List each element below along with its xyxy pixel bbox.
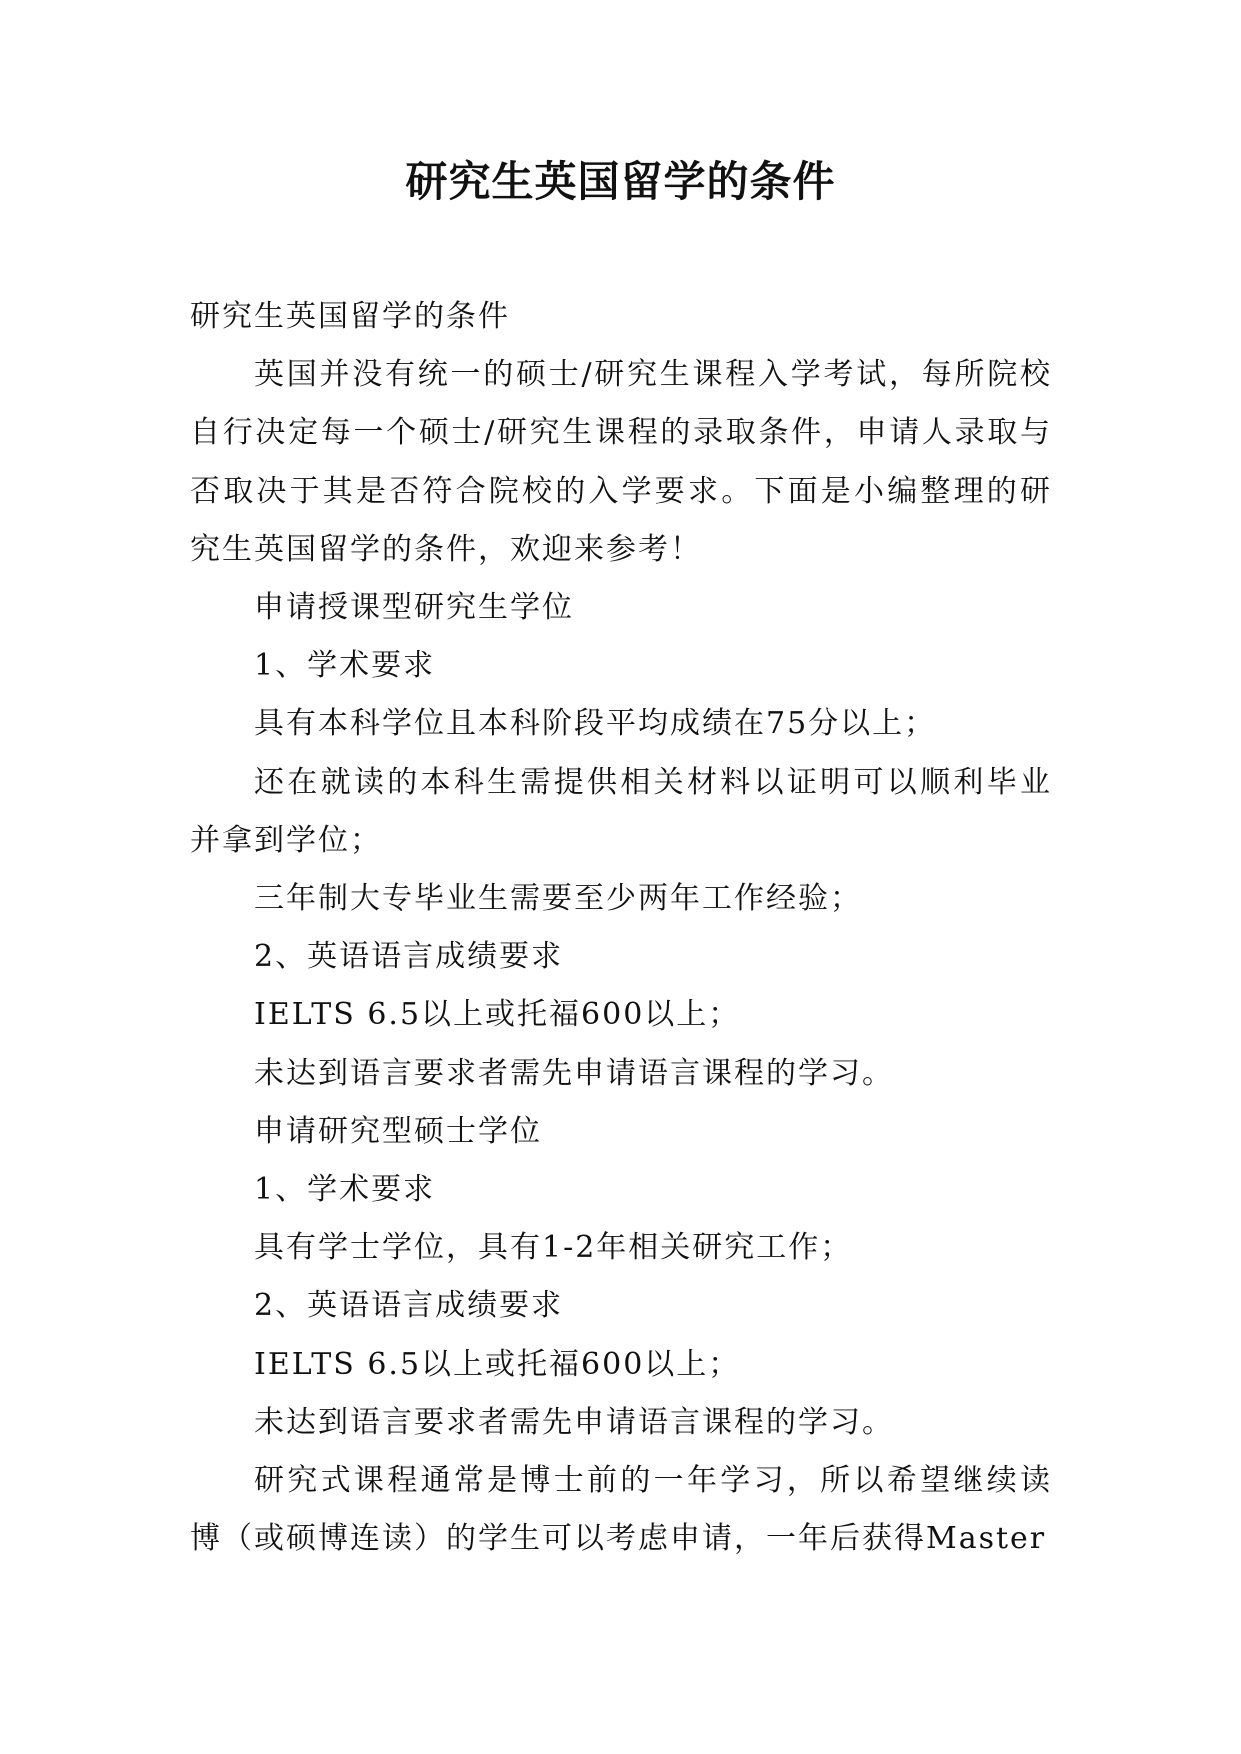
paragraph-heading: 研究生英国留学的条件 — [190, 299, 510, 334]
paragraph: 具有本科学位且本科阶段平均成绩在75分以上； — [254, 706, 937, 742]
paragraph: 未达到语言要求者需先申请语言课程的学习。 — [254, 1055, 894, 1091]
section-heading-research-master: 申请研究型硕士学位 — [254, 1113, 542, 1149]
subheading-language-requirements: 2、英语语言成绩要求 — [254, 939, 564, 975]
subheading-academic-requirements: 1、学术要求 — [254, 1172, 436, 1208]
section-heading-taught-master: 申请授课型研究生学位 — [254, 590, 574, 626]
document-title: 研究生英国留学的条件 — [405, 157, 836, 206]
paragraph: 未达到语言要求者需先申请语言课程的学习。 — [254, 1404, 894, 1440]
paragraph: 三年制大专毕业生需要至少两年工作经验； — [254, 881, 862, 917]
paragraph: IELTS 6.5以上或托福600以上； — [254, 997, 741, 1033]
document-body — [190, 288, 1052, 1568]
paragraph-intro: 英国并没有统一的硕士/研究生课程入学考试，每所院校自行决定每一个硕士/研究生课程的录取条件，申请人录取与否取决于其是否符合院校的入学要求。下面是小编整理的研究生英国留学的条件，欢迎来参考！ — [190, 357, 1052, 567]
paragraph: 研究式课程通常是博士前的一年学习，所以希望继续读博（或硕博连读）的学生可以考虑申请，一年后获得Master — [190, 1463, 1052, 1557]
subheading-language-requirements: 2、英语语言成绩要求 — [254, 1288, 564, 1324]
paragraph: 还在就读的本科生需提供相关材料以证明可以顺利毕业并拿到学位； — [190, 764, 1052, 858]
paragraph: IELTS 6.5以上或托福600以上； — [254, 1346, 741, 1382]
paragraph: 具有学士学位，具有1-2年相关研究工作； — [254, 1230, 853, 1266]
subheading-academic-requirements: 1、学术要求 — [254, 648, 436, 684]
